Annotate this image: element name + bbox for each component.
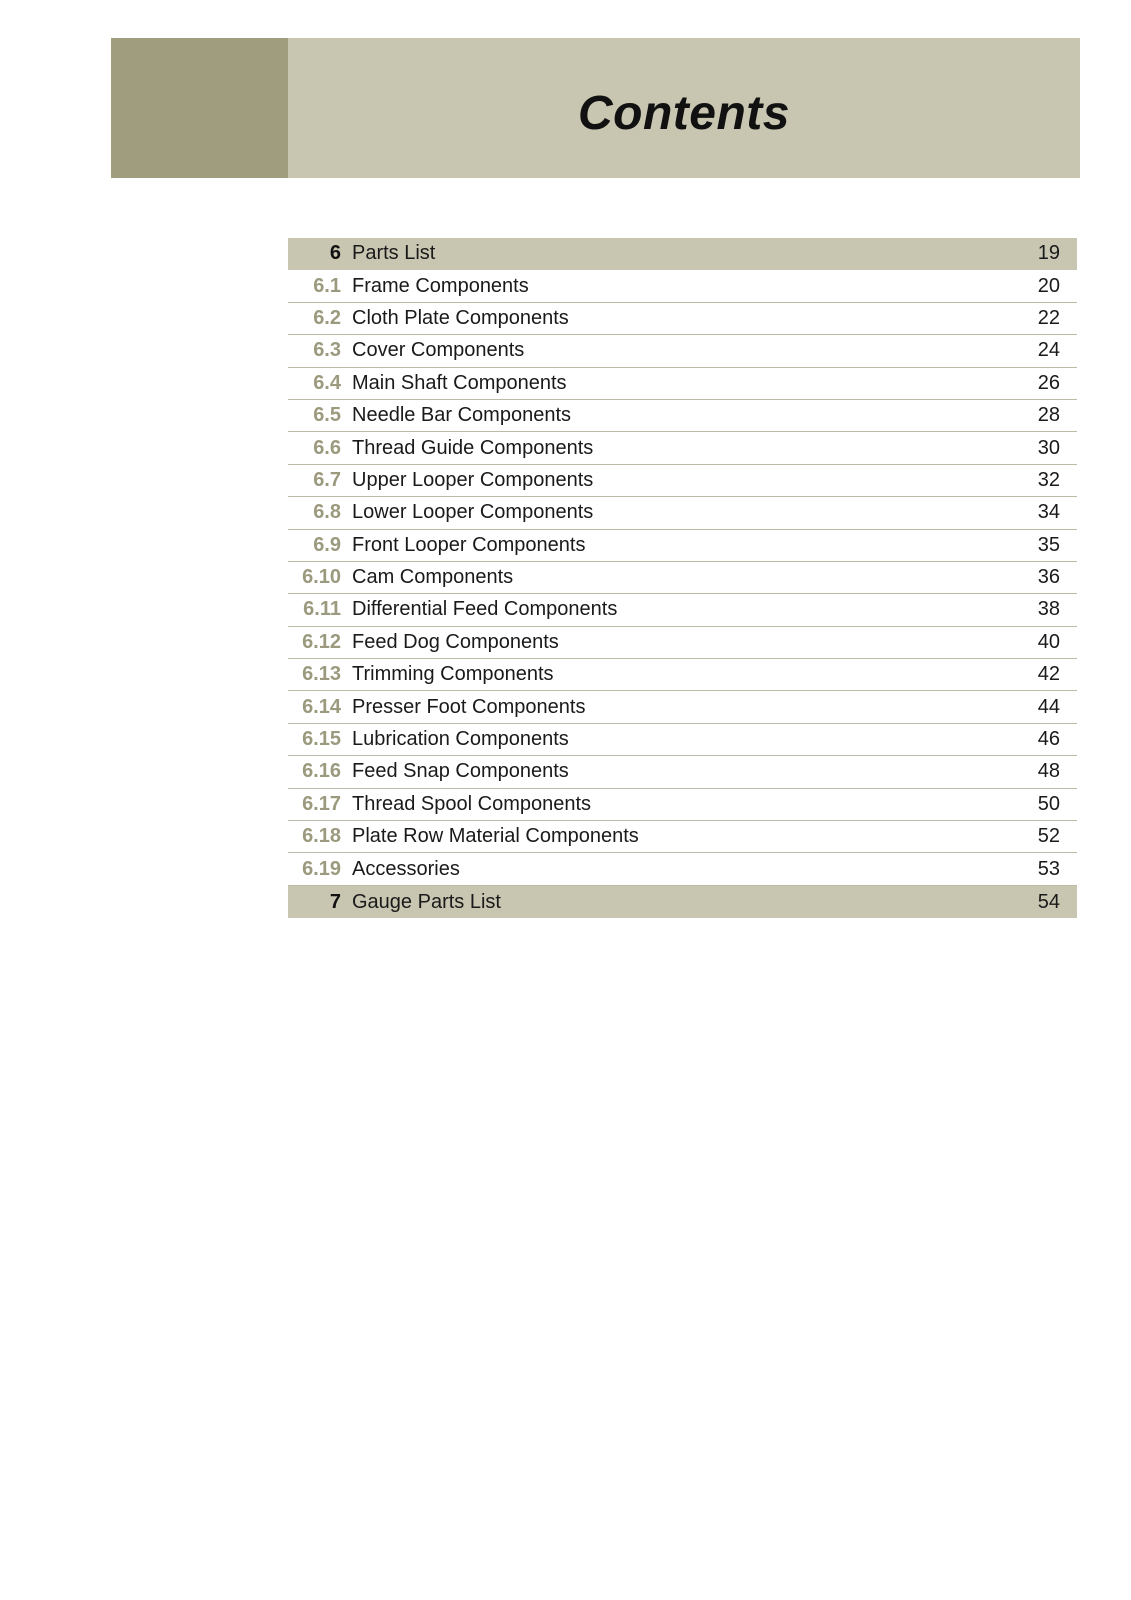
toc-entry-page: 24 <box>1037 339 1060 362</box>
toc-section-row[interactable] <box>288 530 1077 562</box>
toc-entry-title: Trimming Components <box>352 663 554 686</box>
toc-section-row[interactable] <box>288 368 1077 400</box>
toc-entry-title: Differential Feed Components <box>352 598 618 621</box>
toc-section-row[interactable] <box>288 594 1077 626</box>
toc-entry-page: 38 <box>1037 598 1060 621</box>
toc-entry-number: 6.17 <box>302 792 341 815</box>
toc-entry-page: 34 <box>1037 501 1060 524</box>
toc-section-row[interactable] <box>288 821 1077 853</box>
toc-entry-title: Frame Components <box>352 274 529 297</box>
toc-entry-title: Thread Guide Components <box>352 436 594 459</box>
toc-entry-number: 6.12 <box>302 630 341 653</box>
toc-entry-number: 6.3 <box>313 339 341 362</box>
toc-entry-page: 50 <box>1037 792 1060 815</box>
toc-entry-number: 6.10 <box>302 566 341 589</box>
toc-entry-page: 40 <box>1037 630 1060 653</box>
toc-entry-title: Gauge Parts List <box>352 890 501 913</box>
toc-section-row[interactable] <box>288 497 1077 529</box>
toc-section-row[interactable] <box>288 465 1077 497</box>
toc-entry-page: 52 <box>1037 825 1060 848</box>
toc-entry-number: 6.11 <box>303 598 341 621</box>
toc-entry-number: 6.19 <box>302 857 341 880</box>
toc-entry-page: 36 <box>1037 566 1060 589</box>
toc-chapter-row[interactable] <box>288 238 1077 270</box>
toc-section-row[interactable] <box>288 756 1077 788</box>
toc-entry-number: 6.6 <box>313 436 341 459</box>
toc-section-row[interactable] <box>288 562 1077 594</box>
toc-section-row[interactable] <box>288 691 1077 723</box>
toc-entry-number: 6.9 <box>313 533 341 556</box>
toc-entry-page: 44 <box>1037 695 1060 718</box>
toc-entry-number: 6.2 <box>313 306 341 329</box>
toc-entry-title: Cam Components <box>352 566 514 589</box>
toc-section-row[interactable] <box>288 789 1077 821</box>
toc-section-row[interactable] <box>288 724 1077 756</box>
toc-entry-title: Main Shaft Components <box>352 371 567 394</box>
toc-entry-title: Cover Components <box>352 339 525 362</box>
toc-entry-page: 20 <box>1037 274 1060 297</box>
toc-entry-title: Feed Snap Components <box>352 760 569 783</box>
toc-entry-page: 32 <box>1037 468 1060 491</box>
toc-entry-title: Upper Looper Components <box>352 468 594 491</box>
toc-entry-title: Lower Looper Components <box>352 501 594 524</box>
toc-entry-page: 42 <box>1037 663 1060 686</box>
toc-entry-number: 6 <box>329 242 341 265</box>
toc-entry-page: 30 <box>1037 436 1060 459</box>
toc-entry-number: 6.5 <box>313 404 341 427</box>
toc-entry-number: 6.7 <box>313 468 341 491</box>
toc-section-row[interactable] <box>288 270 1077 302</box>
page-title: Contents <box>578 87 790 140</box>
toc-chapter-row[interactable] <box>288 886 1077 918</box>
toc-entry-title: Accessories <box>352 857 460 880</box>
toc-entry-page: 54 <box>1037 890 1060 913</box>
toc-entry-title: Presser Foot Components <box>352 695 586 718</box>
toc-entry-number: 6.15 <box>302 728 341 751</box>
toc-entry-number: 7 <box>329 890 341 913</box>
toc-section-row[interactable] <box>288 853 1077 885</box>
toc-entry-title: Lubrication Components <box>352 728 569 751</box>
toc-entry-title: Thread Spool Components <box>352 792 592 815</box>
toc-entry-page: 19 <box>1037 242 1060 265</box>
table-of-contents <box>288 238 1077 918</box>
toc-entry-number: 6.4 <box>313 371 341 394</box>
toc-entry-title: Parts List <box>352 242 436 265</box>
toc-section-row[interactable] <box>288 303 1077 335</box>
toc-entry-page: 28 <box>1037 404 1060 427</box>
toc-entry-page: 46 <box>1037 728 1060 751</box>
toc-entry-number: 6.14 <box>302 695 341 718</box>
toc-section-row[interactable] <box>288 659 1077 691</box>
toc-entry-page: 48 <box>1037 760 1060 783</box>
toc-entry-title: Needle Bar Components <box>352 404 572 427</box>
toc-entry-number: 6.18 <box>302 825 341 848</box>
toc-section-row[interactable] <box>288 627 1077 659</box>
header-band <box>111 38 1080 178</box>
toc-section-row[interactable] <box>288 335 1077 367</box>
toc-entry-title: Feed Dog Components <box>352 630 559 653</box>
toc-entry-title: Front Looper Components <box>352 533 586 556</box>
toc-entry-page: 22 <box>1037 306 1060 329</box>
toc-entry-page: 35 <box>1037 533 1060 556</box>
toc-entry-number: 6.13 <box>302 663 341 686</box>
toc-section-row[interactable] <box>288 400 1077 432</box>
toc-entry-page: 53 <box>1037 857 1060 880</box>
toc-section-row[interactable] <box>288 432 1077 464</box>
toc-entry-title: Plate Row Material Components <box>352 825 639 848</box>
header-accent-block <box>111 38 288 178</box>
toc-entry-number: 6.16 <box>302 760 341 783</box>
toc-entry-title: Cloth Plate Components <box>352 306 569 329</box>
toc-entry-number: 6.1 <box>313 274 341 297</box>
toc-entry-number: 6.8 <box>313 501 341 524</box>
toc-entry-page: 26 <box>1037 371 1060 394</box>
